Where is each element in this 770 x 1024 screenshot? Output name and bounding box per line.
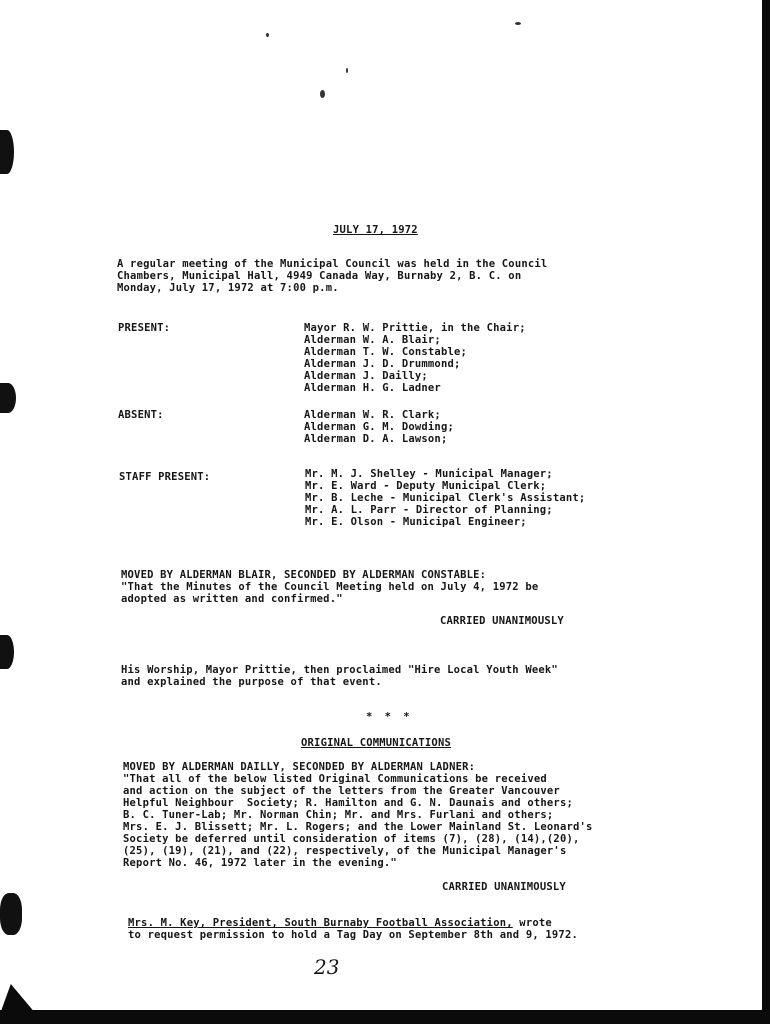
scan-edge-bottom [0,1010,770,1024]
page-number: 23 [314,955,340,979]
letter-entry: Mrs. M. Key, President, South Burnaby Football Association, wrote to request permission to hold a Tag Day on September 8th and 9, 1972. [128,917,578,941]
letter-sender: Mrs. M. Key, President, South Burnaby Football Association, [128,917,513,929]
motion-minutes: MOVED BY ALDERMAN BLAIR, SECONDED BY ALDERMAN CONSTABLE: "That the Minutes of the Council Meeting held on July 4, 1972 be adopted as written and confirmed." [121,569,539,605]
staff-label: STAFF PRESENT: [119,471,211,483]
staff-list: Mr. M. J. Shelley - Municipal Manager; Mr. E. Ward - Deputy Municipal Clerk; Mr. B. Leche - Municipal Clerk's Assistant; Mr. A. L. Parr - Director of Planning; Mr. E. Olson - Municipal Engineer; [305,468,586,528]
scan-speck [346,68,348,73]
scan-corner-shadow [0,984,36,1014]
scan-speck [266,33,269,37]
section-heading: ORIGINAL COMMUNICATIONS [301,737,451,749]
intro-paragraph: A regular meeting of the Municipal Council was held in the Council Chambers, Municipal Hall, 4949 Canada Way, Burnaby 2, B. C. on Monday, July 17, 1972 at 7:00 p.m. [117,258,548,294]
punch-hole-mark [0,130,14,174]
present-list: Mayor R. W. Prittie, in the Chair; Alderman W. A. Blair; Alderman T. W. Constable; Alderman J. D. Drummond; Alderman J. Dailly; Alderman H. G. Ladner [304,322,526,394]
absent-label: ABSENT: [118,409,164,421]
motion-communications: MOVED BY ALDERMAN DAILLY, SECONDED BY ALDERMAN LADNER: "That all of the below listed Original Communications be received and action on the subject of the letters from the Greater Vancouver Helpful Neighbour Society; R. Hamilton and G. N. Daunais and others; B. C. Tuner-Lab; Mr. Norman Chin; Mr. and Mrs. Furlani and others; Mrs. E. J. Blissett; Mr. L. Rogers; and the Lower Mainland St. Leonard's Society be deferred until consideration of items (7), (28), (14),(20), (25), (19), (21), and (22), respectively, of the Municipal Manager's Report No. 46, 1972 later in the evening." [123,761,593,869]
proclamation-paragraph: His Worship, Mayor Prittie, then proclaimed "Hire Local Youth Week" and explained the purpose of that event. [121,664,558,688]
scan-edge-right [762,0,770,1024]
punch-hole-mark [0,893,22,935]
carried-unanimously: CARRIED UNANIMOUSLY [440,615,564,627]
punch-hole-mark [0,383,16,413]
meeting-date: JULY 17, 1972 [333,224,418,236]
scan-speck [515,22,521,25]
punch-hole-mark [0,635,14,669]
section-separator: * * * [366,711,413,723]
present-label: PRESENT: [118,322,171,334]
scan-speck [320,90,325,98]
carried-unanimously: CARRIED UNANIMOUSLY [442,881,566,893]
absent-list: Alderman W. R. Clark; Alderman G. M. Dowding; Alderman D. A. Lawson; [304,409,454,445]
